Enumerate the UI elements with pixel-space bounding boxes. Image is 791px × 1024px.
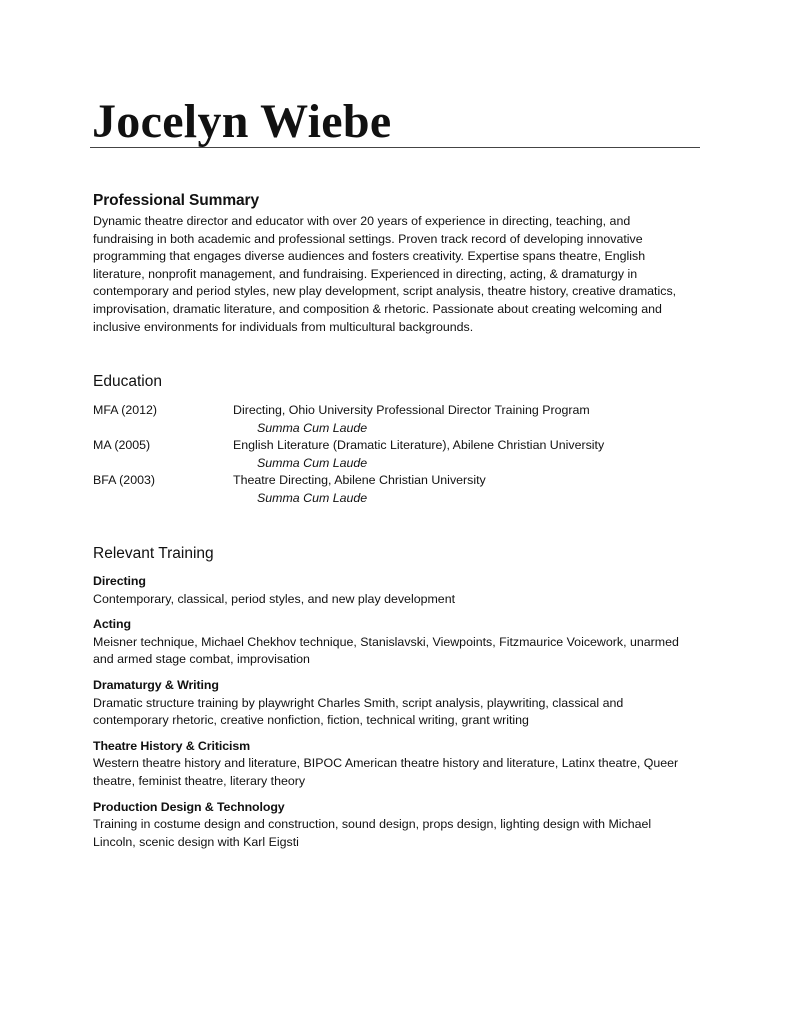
training-description: Training in costume design and construction, sound design, props design, lighting design with Michael Lincoln, scenic design with Karl Eigsti	[93, 817, 652, 849]
education-degree: MFA (2012)	[93, 403, 158, 417]
education-entry	[93, 437, 693, 472]
training-title: Acting	[93, 617, 131, 632]
training-title: Production Design & Technology	[93, 799, 285, 814]
education-entry	[93, 402, 693, 437]
training-item	[93, 616, 693, 669]
education-entry	[93, 472, 693, 507]
training-description: Western theatre history and literature, BIPOC American theatre history and literature, Latinx theatre, Queer theatre, feminist theatre, literary theory	[93, 756, 679, 788]
education-detail-group	[233, 402, 693, 437]
education-honor: Summa Cum Laude	[257, 455, 368, 470]
education-honor: Summa Cum Laude	[257, 490, 368, 505]
training-item	[93, 677, 693, 730]
education-degree: BFA (2003)	[93, 473, 155, 488]
training-description: Contemporary, classical, period styles, and new play development	[93, 591, 456, 606]
education-detail: Theatre Directing, Abilene Christian University	[233, 473, 486, 488]
education-honor: Summa Cum Laude	[257, 420, 368, 435]
resume-name: Jocelyn Wiebe	[92, 95, 392, 148]
education-detail: Directing, Ohio University Professional Director Training Program	[233, 403, 590, 417]
education-degree: MA (2005)	[93, 438, 151, 453]
training-heading: Relevant Training	[93, 545, 214, 562]
education-detail-group	[233, 437, 693, 472]
training-item	[93, 799, 693, 852]
summary-heading: Professional Summary	[93, 192, 259, 209]
education-list	[93, 402, 693, 508]
education-heading: Education	[93, 373, 162, 390]
training-title: Directing	[93, 574, 146, 588]
education-detail: English Literature (Dramatic Literature), Abilene Christian University	[233, 438, 605, 453]
summary-text: Dynamic theatre director and educator with over 20 years of experience in directing, teaching, and fundraising in both academic and professional settings. Proven track record of developing innovative programming that engages diverse audiences and fosters creativity. Expertise spans theatre, English literature, nonprofit management, and fundraising. Experienced in directing, acting, & dramaturgy in contemporary and period styles, new play development, script analysis, theatre history, creative dramatics, improvisation, dramatic literature, and composition & rhetoric. Passionate about creating welcoming and inclusive environments for individuals from multicultural backgrounds.	[93, 214, 677, 334]
training-description: Dramatic structure training by playwright Charles Smith, script analysis, playwriting, classical and contemporary rhetoric, creative nonfiction, fiction, technical writing, grant writing	[93, 695, 624, 728]
training-list	[93, 573, 693, 859]
training-title: Dramaturgy & Writing	[93, 677, 219, 692]
education-detail-group	[233, 472, 693, 507]
header-divider	[90, 147, 700, 148]
training-item	[93, 573, 693, 608]
training-title: Theatre History & Criticism	[93, 738, 251, 753]
training-item	[93, 738, 693, 791]
training-description: Meisner technique, Michael Chekhov technique, Stanislavski, Viewpoints, Fitzmaurice Voicework, unarmed and armed stage combat, improvisation	[93, 634, 679, 667]
